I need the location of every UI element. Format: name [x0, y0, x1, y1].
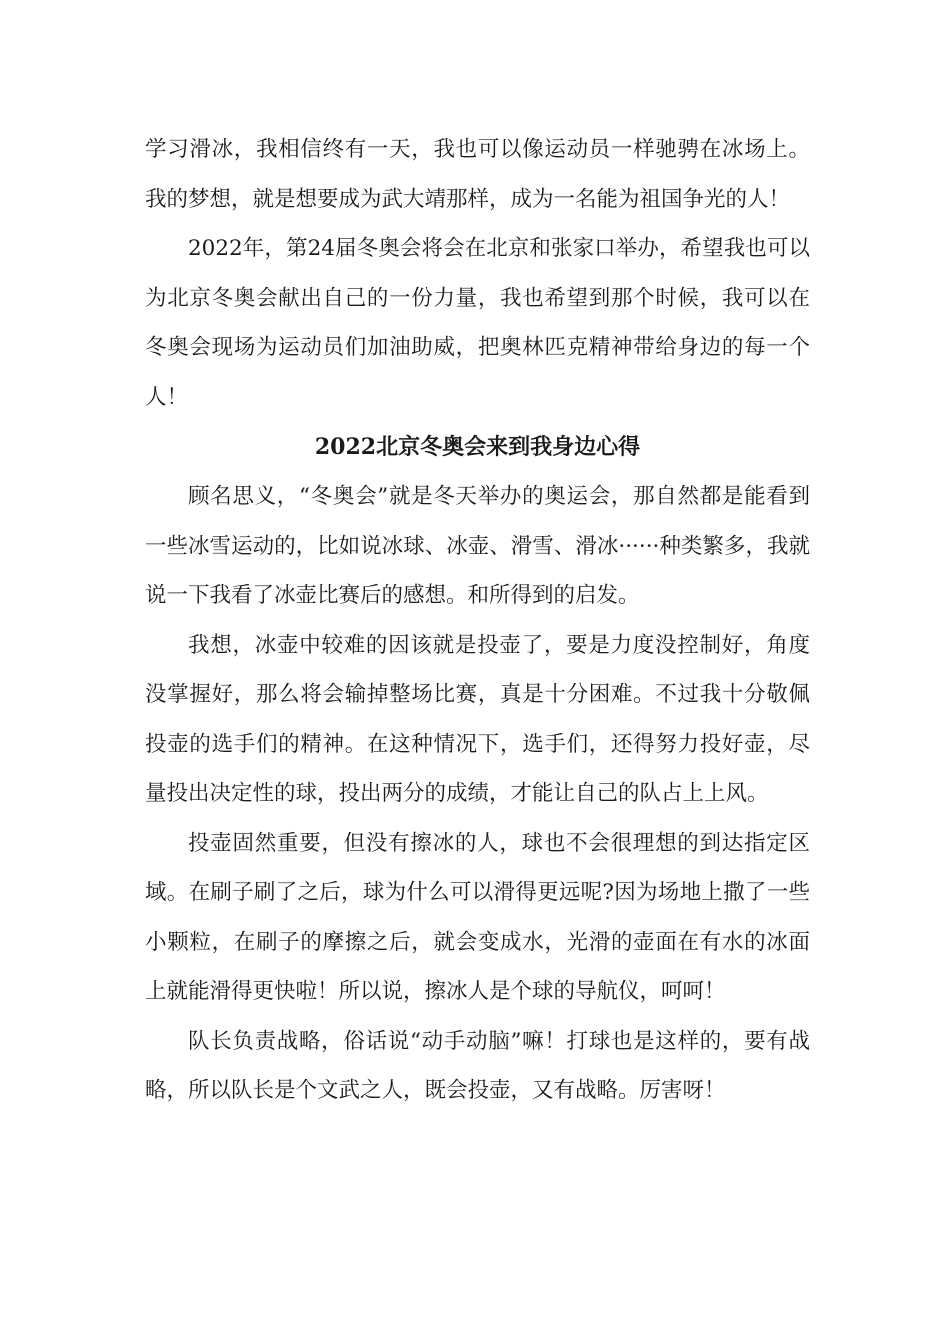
section-title: 2022北京冬奥会来到我身边心得: [314, 434, 641, 460]
paragraph-captain: 队长负责战略，俗话说“动手动脑”嘛！打球也是这样的，要有战略，所以队长是个文武之人，既会投壶，又有战略。厉害呀！: [145, 1028, 810, 1103]
paragraph-throwing: 我想，冰壶中较难的因该就是投壶了，要是力度没控制好，角度没掌握好，那么将会输掉整场比赛，真是十分困难。不过我十分敬佩投壶的选手们的精神。在这种情况下，选手们，还得努力投好壶，尽量投出决定性的球，投出两分的成绩，才能让自己的队占上上风。: [145, 632, 810, 806]
document-body: [145, 125, 810, 1116]
paragraph-sweeping: 投壶固然重要，但没有擦冰的人，球也不会很理想的到达指定区域。在刷子刷了之后，球为什么可以滑得更远呢?因为场地上撒了一些小颗粒，在刷子的摩擦之后，就会变成水，光滑的壶面在有水的冰面上就能滑得更快啦！所以说，擦冰人是个球的导航仪，呵呵！: [145, 830, 810, 1004]
paragraph-dream: 学习滑冰，我相信终有一天，我也可以像运动员一样驰骋在冰场上。我的梦想，就是想要成为武大靖那样，成为一名能为祖国争光的人！: [145, 137, 810, 212]
paragraph-olympics-2022: 2022年，第24届冬奥会将会在北京和张家口举办，希望我也可以为北京冬奥会献出自己的一份力量，我也希望到那个时候，我可以在冬奥会现场为运动员们加油助威，把奥林匹克精神带给身边的每一个人！: [145, 236, 810, 410]
paragraph-winter-olympics-meaning: 顾名思义，“冬奥会”就是冬天举办的奥运会，那自然都是能看到一些冰雪运动的，比如说冰球、冰壶、滑雪、滑冰······种类繁多，我就说一下我看了冰壶比赛后的感想。和所得到的启发。: [145, 484, 810, 608]
